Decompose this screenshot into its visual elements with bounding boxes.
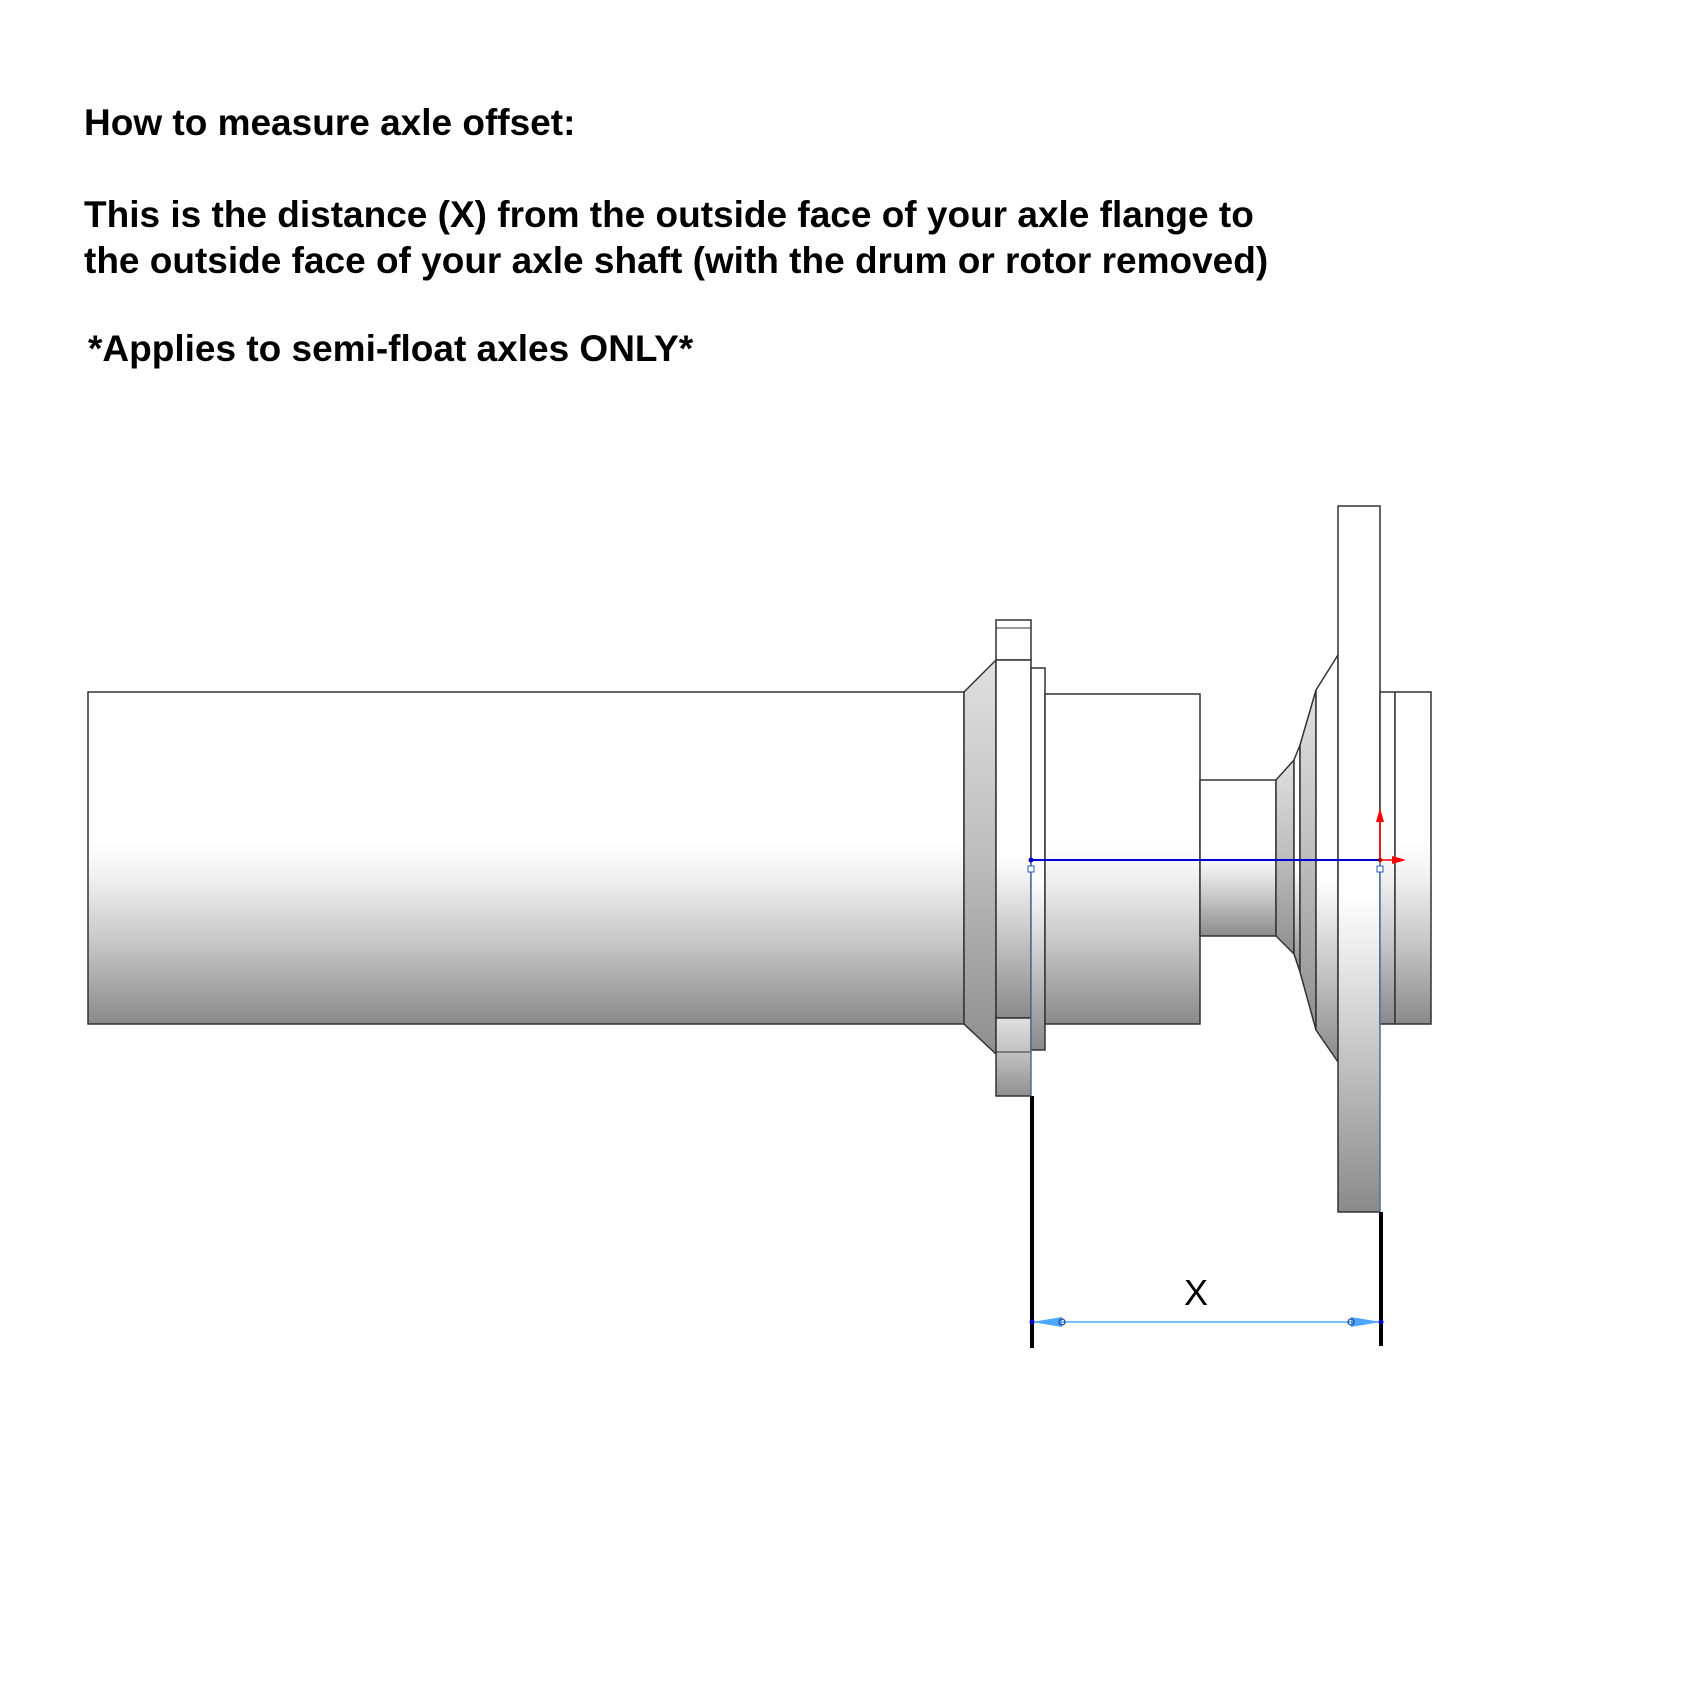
axle-tube	[88, 692, 964, 1024]
housing-chamfer	[964, 660, 996, 1054]
housing-flange-top-tab	[996, 620, 1031, 660]
shaft-taper-4	[1316, 655, 1338, 1062]
dimension-arrow-left	[1032, 1317, 1062, 1327]
housing-flange	[996, 660, 1031, 1018]
description: This is the distance (X) from the outside face of your axle flange to the outside face of your axle shaft (with the drum or rotor removed)	[84, 194, 1269, 281]
heading: How to measure axle offset:	[84, 102, 576, 143]
housing-flange-lower	[996, 1018, 1031, 1096]
note: *Applies to semi-float axles ONLY*	[88, 328, 694, 369]
pilot-hub-end	[1395, 692, 1431, 1024]
shaft-taper-1	[1276, 760, 1294, 954]
shaft-face-marker	[1377, 866, 1383, 872]
shaft-neck	[1200, 780, 1276, 936]
dimension-label: X	[1183, 1272, 1209, 1313]
housing-face-marker	[1028, 866, 1034, 872]
shaft-taper-2	[1294, 745, 1300, 972]
dimension-arrow-right	[1351, 1317, 1381, 1327]
